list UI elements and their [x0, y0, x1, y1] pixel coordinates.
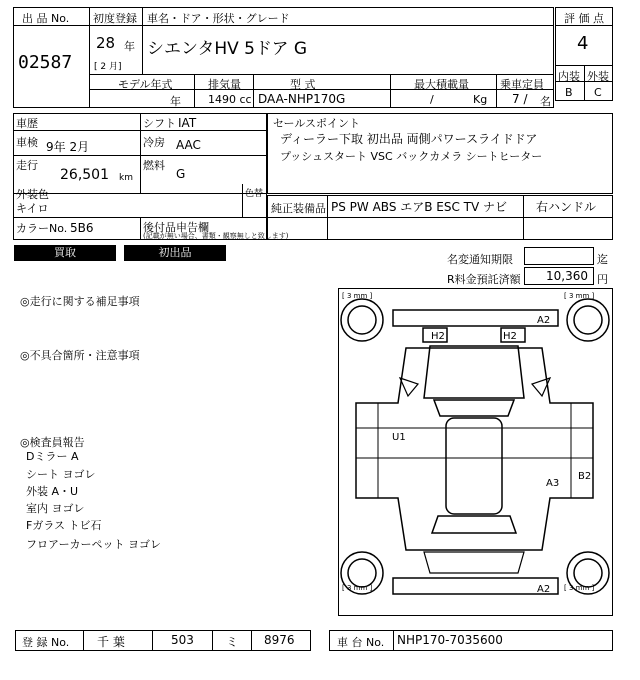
mileage-unit: km — [119, 173, 133, 183]
history-label: 車歴 — [16, 117, 38, 130]
damage-mark: A2 — [537, 584, 551, 595]
displacement-label: 排気量 — [208, 78, 241, 91]
mileage-value: 26,501 — [60, 167, 109, 183]
tread-front-left: [ 3 mm ] — [342, 292, 373, 300]
first-reg-year-unit: 年 — [124, 40, 135, 53]
sales-point-line1: ディーラー下取 初出品 両側パワースライドドア — [280, 132, 538, 146]
first-listing-tag: 初出品 — [124, 245, 226, 261]
interior-grade: B — [565, 86, 573, 99]
mileage-label: 走行 — [16, 159, 38, 172]
registration-class: 503 — [171, 633, 194, 647]
equipment-label: 純正装備品 — [271, 202, 326, 215]
shift-label: シフト — [143, 117, 176, 130]
damage-mark: A2 — [537, 315, 551, 326]
sales-point-line2: プッシュスタート VSC バックカメラ シートヒーター — [280, 150, 543, 163]
post-install-label: 後付品申告欄 — [143, 221, 209, 234]
model-code: DAA-NHP170G — [258, 92, 346, 106]
lot-label: 出 品 No. — [22, 12, 70, 25]
recycle-label: R料金預託済額 — [447, 273, 521, 286]
first-reg-label: 初度登録 — [93, 12, 137, 25]
name-change-box — [524, 247, 594, 265]
first-reg-year: 28 — [96, 34, 116, 52]
ac-label: 冷房 — [143, 136, 165, 149]
inspector-line: Fガラス トビ石 — [26, 519, 102, 532]
inspector-heading: ◎検査員報告 — [20, 436, 85, 449]
registration-prefecture: 千 葉 — [97, 635, 125, 649]
capacity-value: 7 / — [512, 92, 528, 106]
model-year-label: モデル年式 — [118, 78, 173, 91]
name-label: 車名・ドア・形状・グレード — [147, 12, 290, 25]
registration-number: 8976 — [264, 633, 295, 647]
name-change-unit: 迄 — [597, 253, 608, 266]
exterior-label: 外装 — [587, 70, 609, 83]
damage-mark: A3 — [546, 478, 560, 489]
inspector-line: 室内 ヨゴレ — [26, 502, 85, 515]
max-load-label: 最大積載量 — [414, 78, 469, 91]
capacity-label: 乗車定員 — [500, 78, 544, 91]
color-no-value: 5B6 — [70, 221, 94, 235]
model-type-label: 型 式 — [290, 78, 316, 91]
interior-label: 内装 — [558, 70, 580, 83]
buy-tag: 買取 — [14, 245, 116, 261]
steering-value: 右ハンドル — [536, 200, 597, 214]
color-change-label: 色替 — [245, 189, 264, 199]
evaluation-label: 評 価 点 — [564, 12, 604, 25]
inspector-line: 外装 A・U — [26, 485, 79, 498]
roof — [446, 418, 502, 514]
recycle-unit: 円 — [597, 273, 608, 286]
fuel-label: 燃料 — [143, 159, 165, 172]
mirror-left — [400, 378, 418, 396]
equipment-value: PS PW ABS エアB ESC TV ナビ — [331, 200, 508, 214]
defect-heading: ◎不具合箇所・注意事項 — [20, 349, 140, 362]
damage-mark: H2 — [431, 331, 445, 342]
registration-label: 登 録 No. — [22, 636, 70, 649]
inspection-label: 車検 — [16, 136, 38, 149]
chassis-value: NHP170-7035600 — [397, 633, 503, 647]
name-change-label: 名変通知期限 — [447, 253, 513, 266]
damage-mark: B2 — [578, 471, 592, 482]
color-value: キイロ — [16, 202, 49, 215]
front-bumper — [393, 310, 558, 326]
tailgate — [424, 552, 524, 573]
car-diagram — [338, 288, 613, 616]
tread-rear-right: [ 3 mm ] — [564, 584, 595, 592]
max-load-unit: Kg — [473, 93, 488, 106]
sales-point-label: セールスポイント — [273, 117, 361, 130]
registration-kana: ミ — [226, 635, 239, 649]
rear-window — [432, 516, 516, 533]
lot-number: 02587 — [18, 52, 73, 73]
post-install-note: (記載が無い場合、書類・観察無しと致します) — [143, 232, 289, 240]
damage-mark: H2 — [503, 331, 517, 342]
inspector-line: フロアーカーペット ヨゴレ — [26, 538, 161, 551]
inspector-line: シート ヨゴレ — [26, 468, 96, 481]
color-label: 外装色 — [16, 188, 49, 201]
displacement-value: 1490 cc — [208, 93, 252, 106]
ac-value: AAC — [176, 138, 201, 152]
body-outline — [356, 348, 593, 550]
hood — [424, 346, 524, 398]
tread-front-right: [ 3 mm ] — [564, 292, 595, 300]
supplement-heading: ◎走行に関する補足事項 — [20, 295, 140, 308]
windshield — [434, 400, 514, 416]
capacity-unit: 名 — [540, 95, 551, 108]
fuel-value: G — [176, 167, 186, 181]
exterior-grade: C — [594, 86, 602, 99]
shift-value: IAT — [178, 116, 197, 130]
chassis-label: 車 台 No. — [337, 636, 385, 649]
damage-mark: U1 — [392, 432, 406, 443]
rear-bumper — [393, 578, 558, 594]
max-load-value: / — [430, 93, 434, 106]
inspection-value: 9年 2月 — [46, 140, 90, 154]
tread-rear-left: [ 3 mm ] — [342, 584, 373, 592]
model-year-unit: 年 — [170, 95, 181, 108]
color-no-label: カラーNo. — [16, 222, 68, 235]
evaluation-score: 4 — [577, 33, 589, 54]
first-reg-month: [ 2 月] — [94, 62, 122, 72]
inspector-line: Dミラー A — [26, 450, 79, 463]
car-name: シエンタHV 5ドア G — [147, 39, 308, 59]
recycle-value: 10,360 — [546, 269, 588, 283]
